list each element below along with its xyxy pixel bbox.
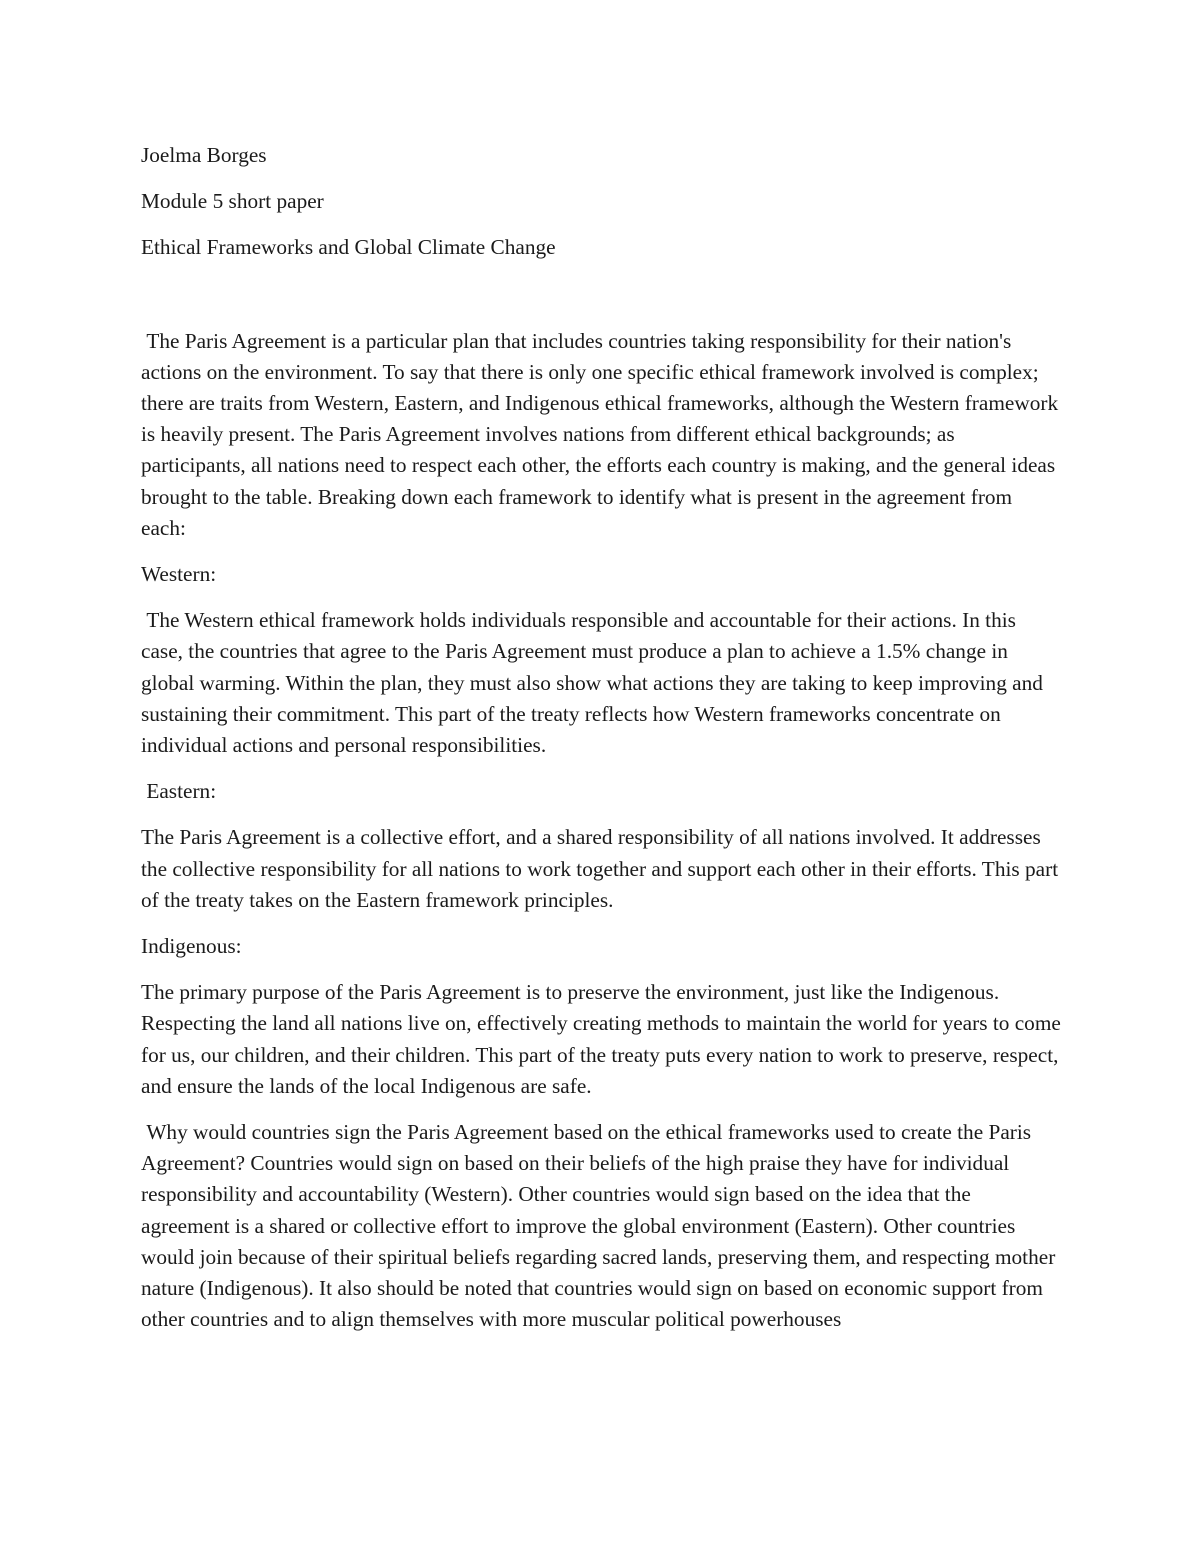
author-name: Joelma Borges [141, 143, 267, 167]
eastern-heading: Eastern: [141, 779, 217, 804]
conclusion-paragraph: Why would countries sign the Paris Agreement based on the ethical frameworks used to create the Paris Agreement? Countries would sign on based on their beliefs of the high praise they have for individual responsibility and accountability (Western). Other countries would sign based on the idea that the agreement is a shared or collective effort to improve the global environment (Eastern). Other countries would join because of their spiritual beliefs regarding sacred lands, preserving them, and respecting mother nature (Indigenous). It also should be noted that countries would sign on based on economic support from other countries and to align themselves with more muscular political powerhouses [141, 1120, 1061, 1332]
course-label: Module 5 short paper [141, 189, 324, 214]
western-paragraph: The Western ethical framework holds individuals responsible and accountable for their actions. In this case, the countries that agree to the Paris Agreement must produce a plan to achieve a 1.5% change in global warming. Within the plan, they must also show what actions they are taking to keep improving and sustaining their commitment. This part of the treaty reflects how Western frameworks concentrate on individual actions and personal responsibilities. [141, 608, 1049, 758]
blank-line [141, 279, 1061, 326]
document-content [141, 140, 1064, 1336]
western-heading: Western: [141, 562, 217, 587]
paper-title: Ethical Frameworks and Global Climate Change [141, 235, 556, 260]
intro-paragraph: The Paris Agreement is a particular plan that includes countries taking responsibility for their nation's actions on the environment. To say that there is only one specific ethical framework involved is complex; there are traits from Western, Eastern, and Indigenous ethical frameworks, although the Western framework is heavily present. The Paris Agreement involves nations from different ethical backgrounds; as participants, all nations need to respect each other, the efforts each country is making, and the general ideas brought to the table. Breaking down each framework to identify what is present in the agreement from each: [141, 328, 1064, 540]
indigenous-paragraph: The primary purpose of the Paris Agreement is to preserve the environment, just like the Indigenous. Respecting the land all nations live on, effectively creating methods to maintain the world for years to come for us, our children, and their children. This part of the treaty puts every nation to work to preserve, respect, and ensure the lands of the local Indigenous are safe. [141, 980, 1061, 1098]
eastern-paragraph: The Paris Agreement is a collective effort, and a shared responsibility of all nations involved. It addresses the collective responsibility for all nations to work together and support each other in their efforts. This part of the treaty takes on the Eastern framework principles. [141, 825, 1059, 912]
indigenous-heading: Indigenous: [141, 934, 242, 959]
